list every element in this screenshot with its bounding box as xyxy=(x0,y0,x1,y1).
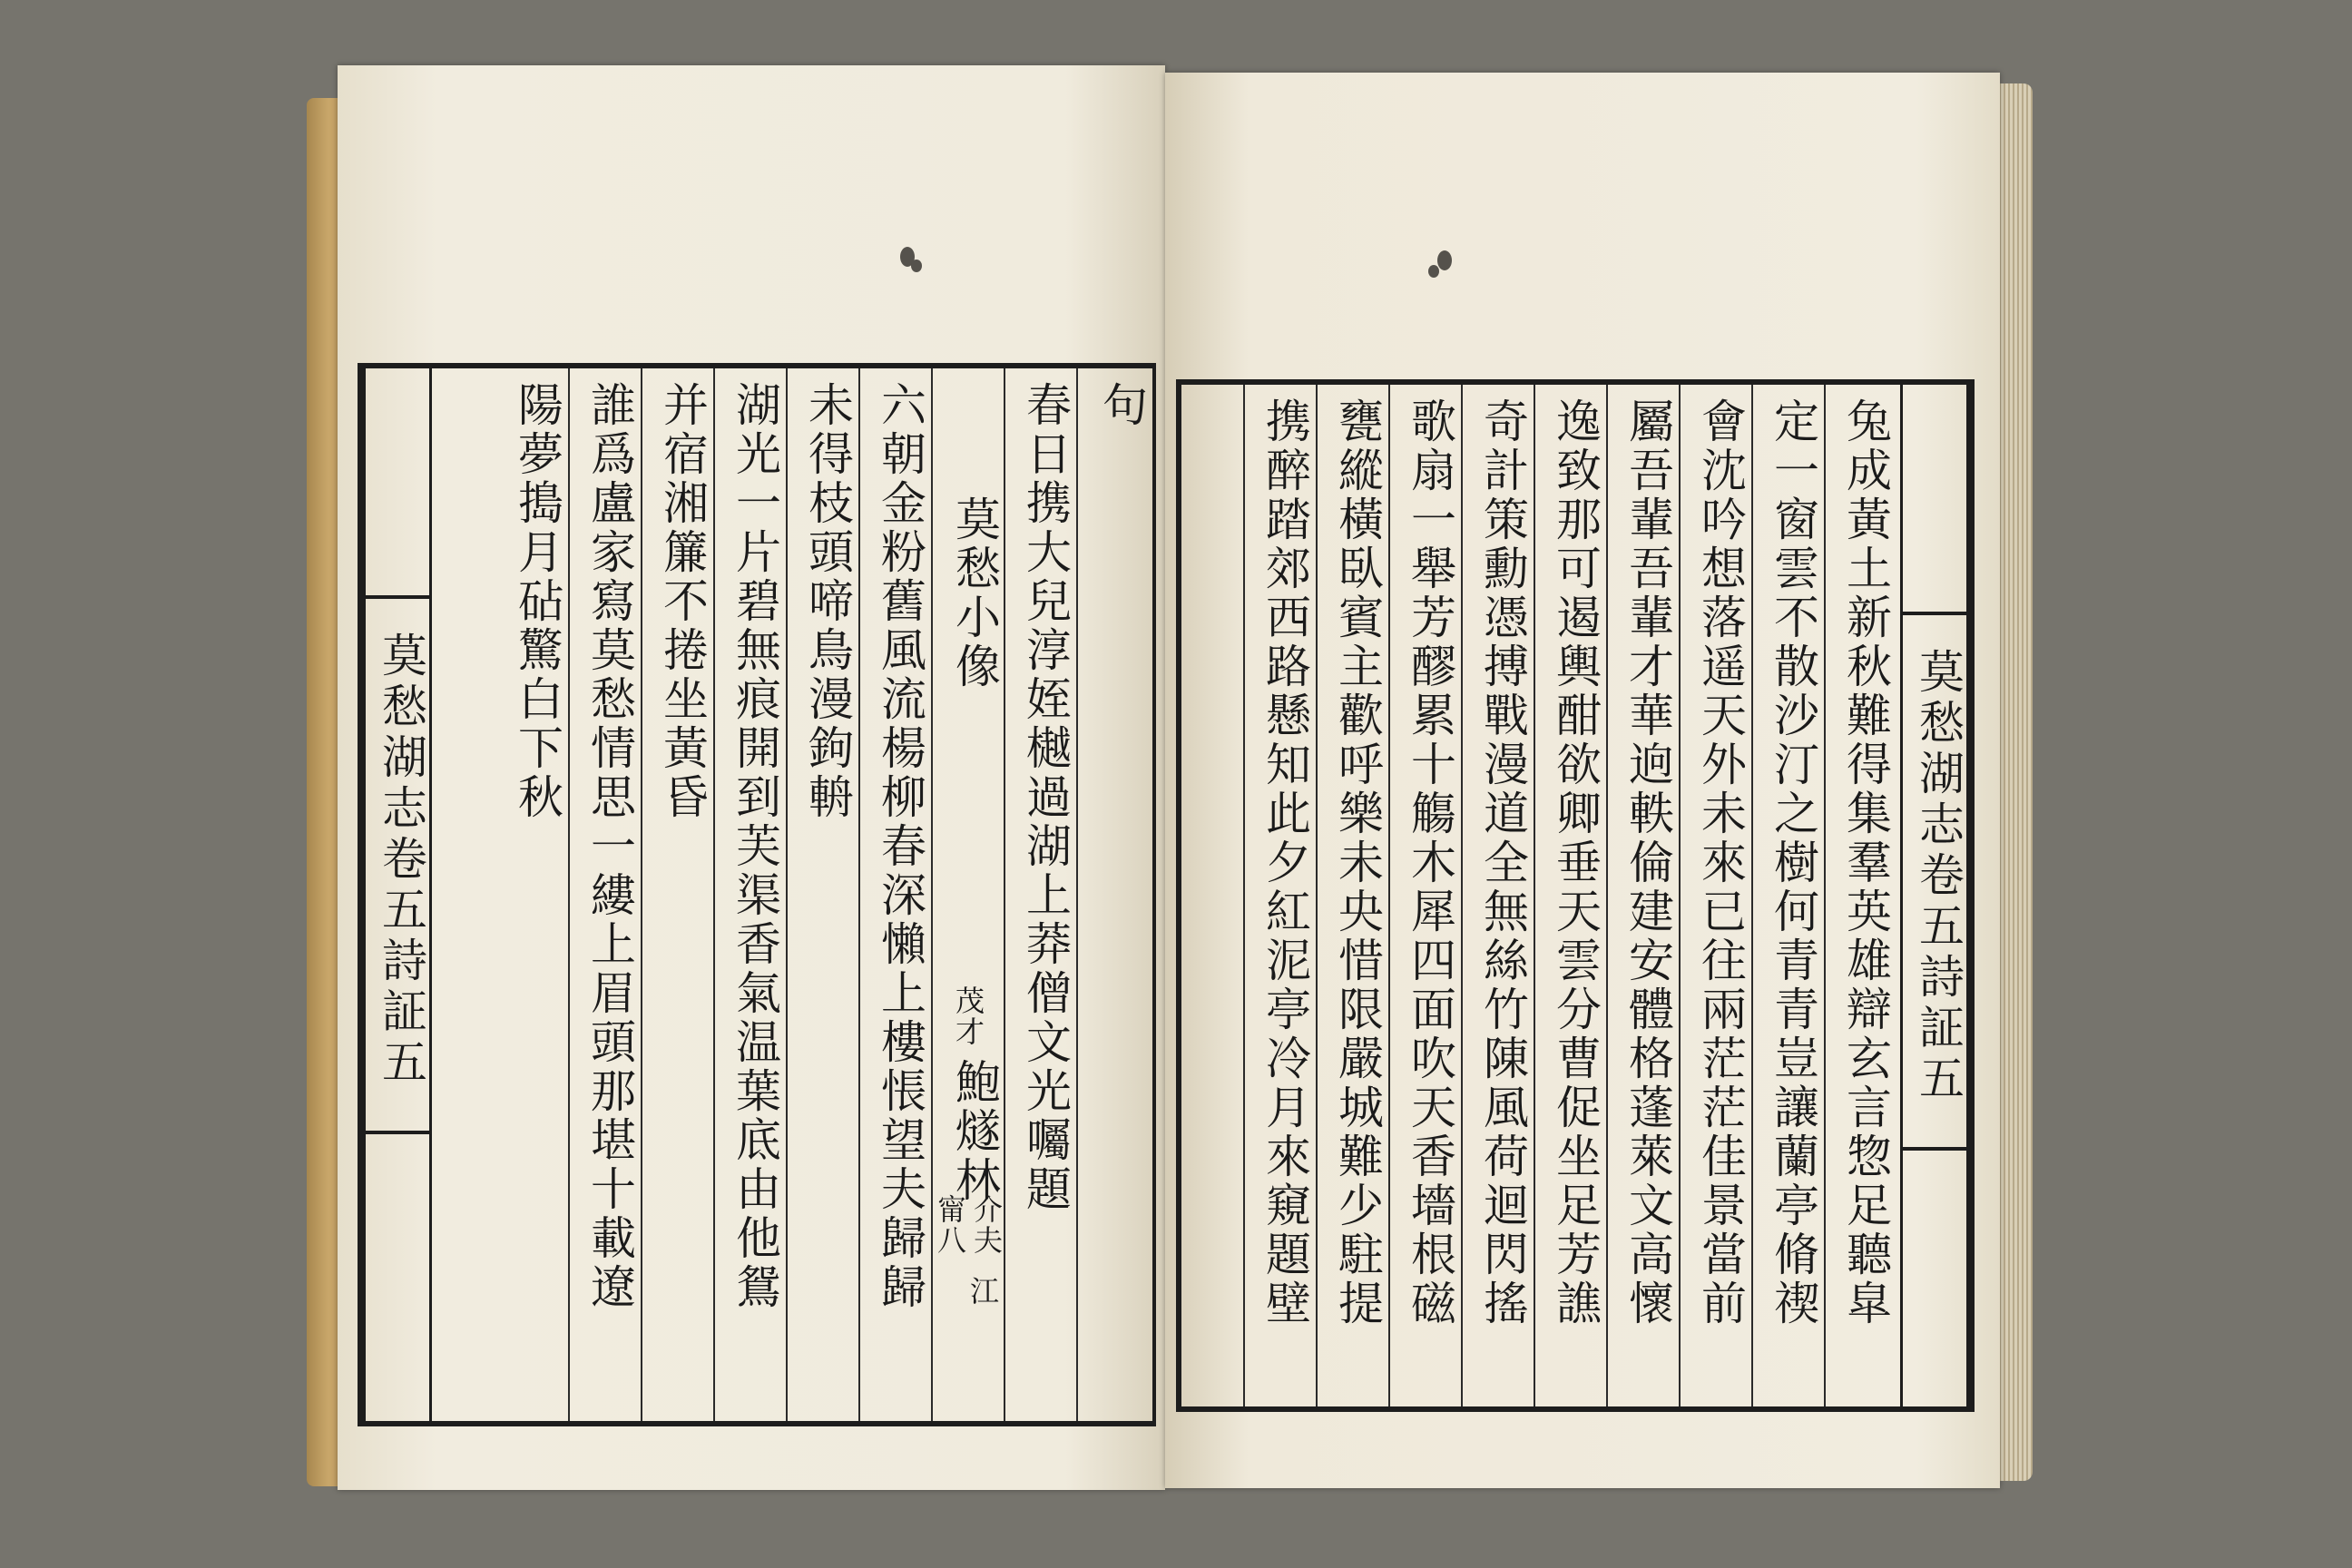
column-rule xyxy=(713,368,715,1421)
text-column: 兔成黃土新秋難得集羣英雄辯玄言惣足聽皐 xyxy=(1839,397,1892,1328)
banxin-strip xyxy=(363,368,432,1421)
text-column: 逸致那可遏輿酣欲卿垂天雲分曹促坐足芳譙 xyxy=(1549,397,1602,1328)
text-column: 湖光一片碧無痕開到芙渠香氣温葉底由他鴛 xyxy=(729,381,781,1312)
text-column: 未得枝頭啼鳥漫鉤輈 xyxy=(801,381,854,822)
text-column: 甕縱橫臥賓主歡呼樂未央惜限嚴城難少駐提 xyxy=(1331,397,1384,1328)
column-rule xyxy=(1461,385,1463,1406)
column-rule xyxy=(1679,385,1681,1406)
text-column: 句 xyxy=(1095,381,1148,430)
column-rule xyxy=(1076,368,1078,1421)
column-rule xyxy=(1388,385,1390,1406)
text-column: 莫愁小像 xyxy=(948,495,1001,691)
column-rule xyxy=(1824,385,1826,1406)
text-column: 并宿湘簾不捲坐黃昏 xyxy=(656,381,709,822)
author-note: 江 xyxy=(965,1276,1000,1307)
text-column: 六朝金粉舊風流楊柳春深懶上樓悵望夫歸歸 xyxy=(874,381,926,1312)
column-rule xyxy=(1004,368,1005,1421)
banxin-strip xyxy=(1900,385,1969,1406)
column-rule xyxy=(568,368,570,1421)
text-column: 定一窗雲不散沙汀之樹何青青豈讓蘭亭脩禊 xyxy=(1767,397,1819,1328)
worm-hole xyxy=(1437,250,1452,270)
text-column: 誰爲盧家寫莫愁情思一縷上眉頭那堪十載遼 xyxy=(583,381,636,1312)
author-title: 茂才 xyxy=(951,985,985,1047)
text-column: 携醉踏郊西路懸知此夕紅泥亭冷月來窺題壁 xyxy=(1259,397,1311,1328)
column-rule xyxy=(931,368,933,1421)
text-column: 會沈吟想落遥天外未來已往兩茫茫佳景當前 xyxy=(1694,397,1747,1328)
column-rule xyxy=(1751,385,1753,1406)
text-column: 屬吾輩吾輩才華逈軼倫建安體格蓬萊文高懷 xyxy=(1622,397,1674,1328)
column-rule xyxy=(786,368,788,1421)
fishtail-mark xyxy=(366,1131,429,1134)
fishtail-mark xyxy=(1903,1147,1966,1151)
column-rule xyxy=(858,368,860,1421)
banxin-title: 莫愁湖志卷五詩証五 xyxy=(1912,648,1965,1105)
author-note: 介夫 xyxy=(969,1194,1004,1256)
column-rule xyxy=(641,368,642,1421)
author-name: 鮑燧林 xyxy=(948,1058,1001,1205)
fishtail-mark xyxy=(1903,612,1966,615)
author-note: 甯八 xyxy=(933,1194,967,1256)
text-column: 奇計策勳憑搏戰漫道全無絲竹陳風荷迴閃搖 xyxy=(1476,397,1529,1328)
column-rule xyxy=(1534,385,1535,1406)
column-rule xyxy=(1243,385,1245,1406)
fishtail-mark xyxy=(366,595,429,599)
column-rule xyxy=(1316,385,1318,1406)
left-text-frame xyxy=(358,363,1156,1426)
text-column: 歌扇一舉芳醪累十觴木犀四面吹天香墻根磁 xyxy=(1404,397,1456,1328)
worm-hole xyxy=(911,260,922,272)
worm-hole xyxy=(1428,265,1439,278)
text-column: 陽夢搗月砧驚白下秋 xyxy=(511,381,564,822)
banxin-title: 莫愁湖志卷五詩証五 xyxy=(375,632,427,1089)
text-column: 春日携大兒淳姪樾過湖上莽僧文光囑題 xyxy=(1019,381,1072,1214)
right-text-frame xyxy=(1176,379,1975,1412)
column-rule xyxy=(1606,385,1608,1406)
